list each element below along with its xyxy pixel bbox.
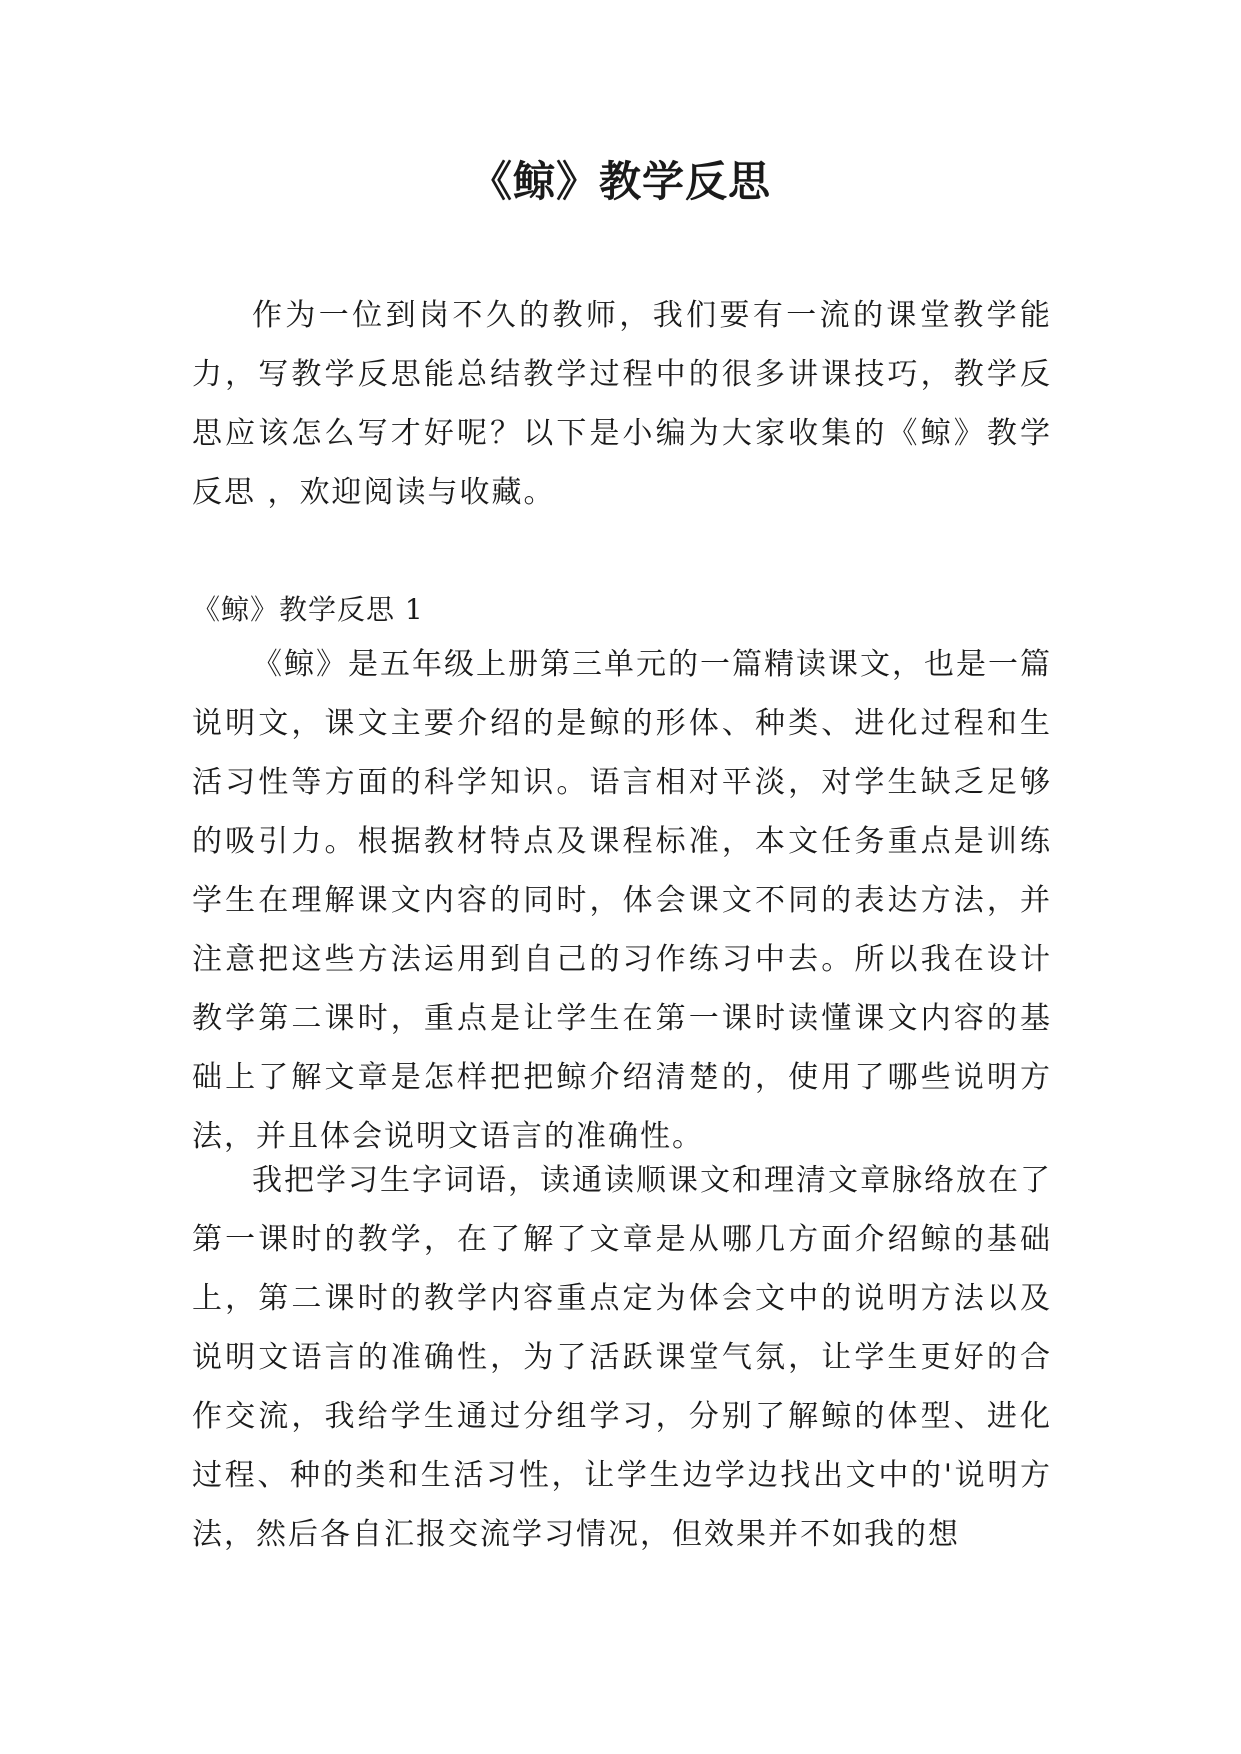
section-paragraph: 《鲸》是五年级上册第三单元的一篇精读课文，也是一篇说明文，课文主要介绍的是鲸的形体、种类、进化过程和生活习性等方面的科学知识。语言相对平淡，对学生缺乏足够的吸引力。根据教材特点及课程标准，本文任务重点是训练学生在理解课文内容的同时，体会课文不同的表达方法，并注意把这些方法运用到自己的习作练习中去。所以我在设计教学第二课时，重点是让学生在第一课时读懂课文内容的基础上了解文章是怎样把把鲸介绍清楚的，使用了哪些说明方法，并且体会说明文语言的准确性。 bbox=[192, 647, 1052, 1154]
section-heading: 《鲸》教学反思 1 bbox=[192, 593, 424, 626]
section-paragraph: 我把学习生字词语，读通读顺课文和理清文章脉络放在了第一课时的教学，在了解了文章是从哪几方面介绍鲸的基础上，第二课时的教学内容重点定为体会文中的说明方法以及说明文语言的准确性，为了活跃课堂气氛，让学生更好的合作交流，我给学生通过分组学习，分别了解鲸的体型、进化过程、种的类和生活习性，让学生边学边找出文中的'说明方法，然后各自汇报交流学习情况，但效果并不如我的想 bbox=[192, 1163, 1052, 1552]
intro-paragraph: 作为一位到岗不久的教师，我们要有一流的课堂教学能力，写教学反思能总结教学过程中的很多讲课技巧，教学反思应该怎么写才好呢？以下是小编为大家收集的《鲸》教学反思 ，欢迎阅读与收藏。 bbox=[192, 298, 1052, 510]
document-title: 《鲸》教学反思 bbox=[469, 157, 771, 206]
